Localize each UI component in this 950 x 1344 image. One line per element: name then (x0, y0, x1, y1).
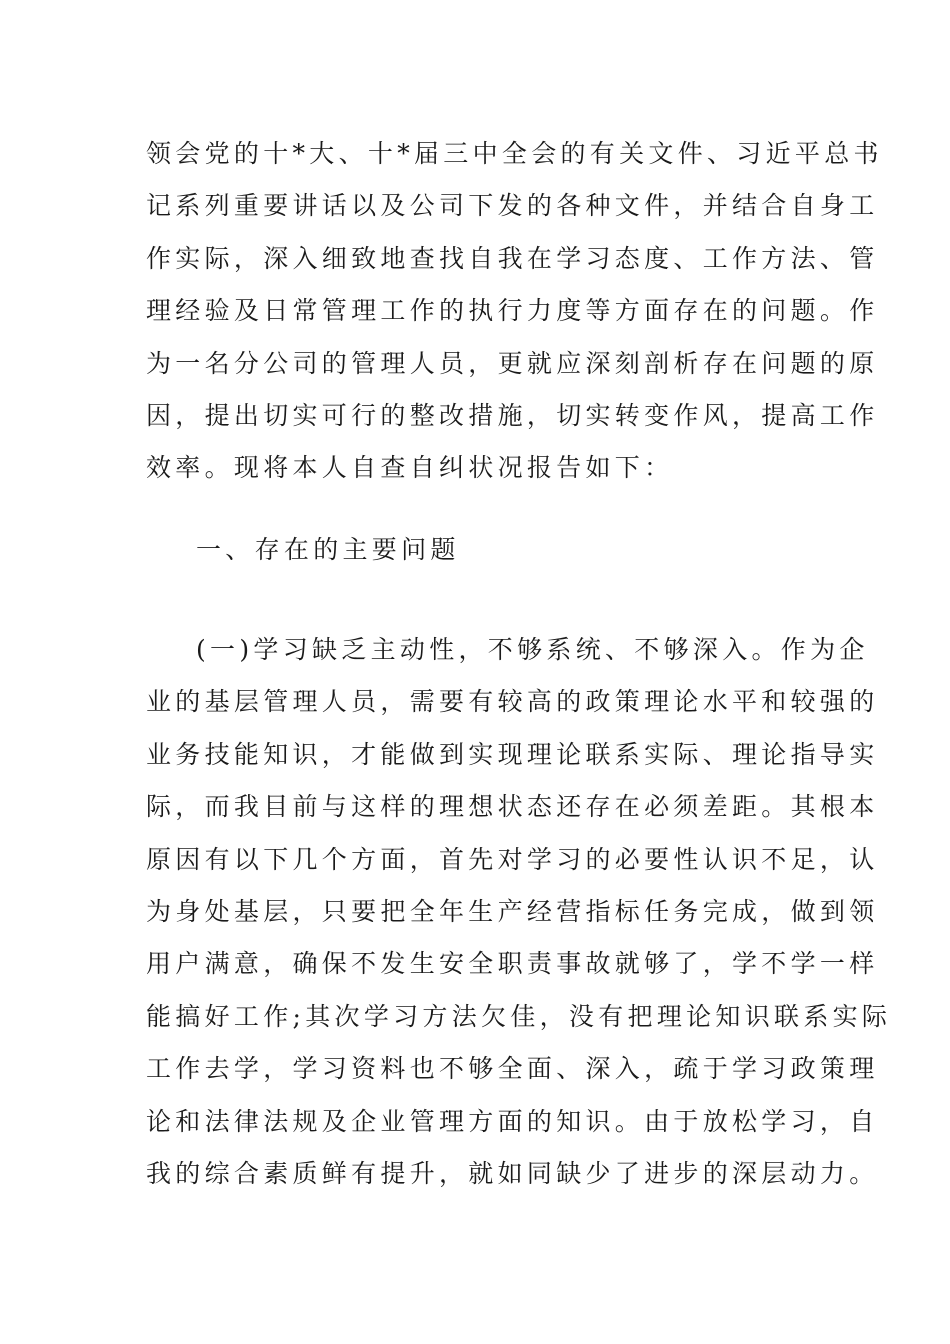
text-line: 我的综合素质鲜有提升，就如同缺少了进步的深层动力。 (146, 1158, 879, 1188)
text-line: 业的基层管理人员，需要有较高的政策理论水平和较强的 (146, 687, 879, 717)
text-line: 工作去学，学习资料也不够全面、深入，疏于学习政策理 (146, 1054, 879, 1084)
text-line: 论和法律法规及企业管理方面的知识。由于放松学习，自 (146, 1106, 879, 1136)
text-line: 际，而我目前与这样的理想状态还存在必须差距。其根本 (146, 792, 879, 822)
section-heading: 一、存在的主要问题 (196, 535, 460, 564)
text-line: 因，提出切实可行的整改措施，切实转变作风，提高工作 (146, 400, 879, 430)
text-line: 效率。现将本人自查自纠状况报告如下： (146, 453, 674, 483)
text-line: 领会党的十*大、十*届三中全会的有关文件、习近平总书 (146, 139, 883, 168)
text-line: 业务技能知识，才能做到实现理论联系实际、理论指导实 (146, 739, 879, 769)
section1-paragraph (146, 624, 892, 1200)
text-line: 作实际，深入细致地查找自我在学习态度、工作方法、管 (146, 243, 879, 273)
text-line: (一)学习缺乏主动性，不够系统、不够深入。作为企 (196, 635, 869, 664)
text-line: 为身处基层，只要把全年生产经营指标任务完成，做到领 (146, 896, 879, 926)
text-line: 记系列重要讲话以及公司下发的各种文件，并结合自身工 (146, 191, 879, 221)
intro-paragraph (146, 128, 883, 495)
section-heading-block (146, 524, 806, 576)
text-line: 原因有以下几个方面，首先对学习的必要性认识不足，认 (146, 844, 879, 874)
text-line: 能搞好工作;其次学习方法欠佳，没有把理论知识联系实际 (146, 1001, 892, 1031)
text-line: 为一名分公司的管理人员，更就应深刻剖析存在问题的原 (146, 348, 879, 378)
text-line: 用户满意，确保不发生安全职责事故就够了，学不学一样 (146, 949, 879, 979)
text-line: 理经验及日常管理工作的执行力度等方面存在的问题。作 (146, 296, 879, 326)
